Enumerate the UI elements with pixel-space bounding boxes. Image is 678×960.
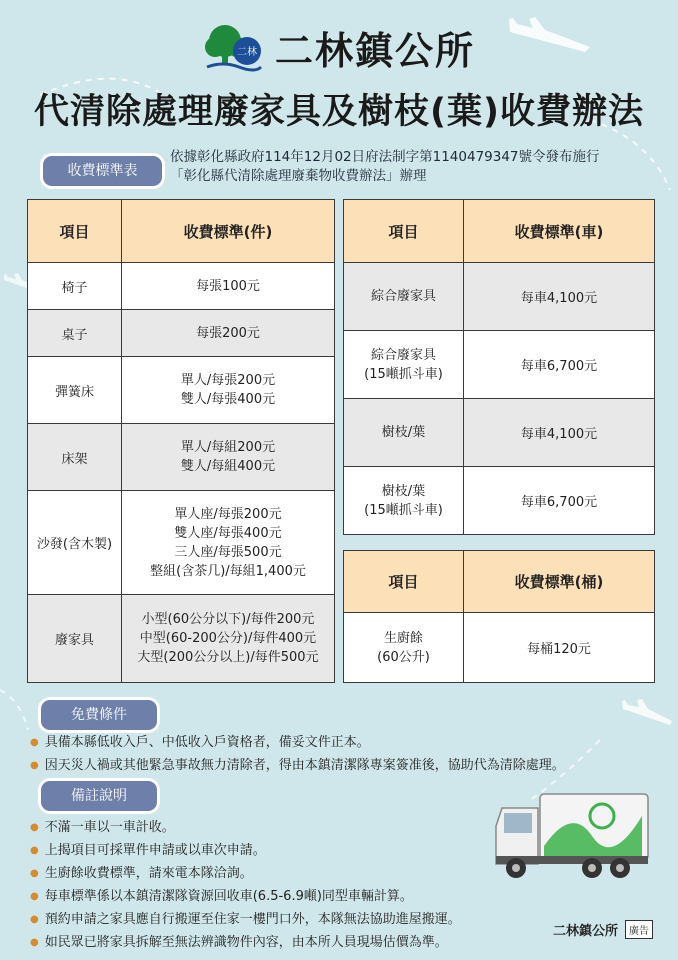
table-header-item: 項目: [344, 200, 464, 263]
list-item: ● 不滿一車以一車計收。: [30, 817, 461, 840]
row-item: 床架: [28, 424, 122, 491]
row-item: 彈簧床: [28, 357, 122, 424]
page-header: [0, 18, 678, 134]
fee-standard-tag: 收費標準表: [40, 153, 165, 189]
table-row: [28, 595, 335, 683]
table-row: [28, 357, 335, 424]
table-row: [344, 613, 655, 683]
list-item: ● 上揭項目可採單件申請或以車次申請。: [30, 840, 461, 863]
table-row: [28, 491, 335, 595]
row-fee: 每車4,100元: [464, 263, 655, 331]
fee-per-bin-table: [343, 550, 655, 683]
table-row: [344, 331, 655, 399]
row-item: 樹枝/葉 (15噸抓斗車): [344, 467, 464, 535]
row-item: 生廚餘 (60公升): [344, 613, 464, 683]
table-header-fee: 收費標準(桶): [464, 551, 655, 613]
table-row: [344, 263, 655, 331]
list-item: ● 具備本縣低收入戶、中低收入戶資格者，備妥文件正本。: [30, 732, 565, 755]
row-fee: 每車4,100元: [464, 399, 655, 467]
ad-badge: 廣告: [625, 920, 653, 939]
fee-per-item-table: [27, 199, 335, 683]
basis-line-1: 依據彰化縣政府114年12月02日府法制字第1140479347號令發布施行: [170, 149, 600, 165]
row-item: 樹枝/葉: [344, 399, 464, 467]
row-fee: 每車6,700元: [464, 331, 655, 399]
footer-org-name: 二林鎮公所: [553, 924, 619, 939]
logo-text: 二林: [236, 47, 257, 58]
table-row: [28, 310, 335, 357]
page-title: 代清除處理廢家具及樹枝(葉)收費辦法: [34, 92, 644, 132]
notes-list: [30, 817, 461, 955]
row-fee: 每桶120元: [464, 613, 655, 683]
fee-per-truck-table: [343, 199, 655, 535]
table-row: [344, 399, 655, 467]
row-fee: 每張100元: [122, 263, 335, 310]
row-item: 廢家具: [28, 595, 122, 683]
logo-row: [0, 18, 678, 76]
list-item: ● 生廚餘收費標準，請來電本隊洽詢。: [30, 863, 461, 886]
list-item: ● 每車標準係以本鎮清潔隊資源回收車(6.5-6.9噸)同型車輛計算。: [30, 886, 461, 909]
tree-logo-icon: [203, 21, 263, 73]
row-fee: 每車6,700元: [464, 467, 655, 535]
free-conditions-list: [30, 732, 565, 778]
row-item: 椅子: [28, 263, 122, 310]
row-fee: 單人/每張200元 雙人/每張400元: [122, 357, 335, 424]
table-row: [28, 263, 335, 310]
list-item: ● 預約申請之家具應自行搬運至住家一樓門口外，本隊無法協助進屋搬運。: [30, 909, 461, 932]
free-conditions-tag: 免費條件: [38, 697, 160, 733]
notes-tag: 備註說明: [38, 778, 160, 814]
row-item: 沙發(含木製): [28, 491, 122, 595]
table-header-item: 項目: [344, 551, 464, 613]
table-row: [344, 467, 655, 535]
table-header-fee: 收費標準(件): [122, 200, 335, 263]
regulation-basis: [170, 148, 600, 186]
row-fee: 小型(60公分以下)/每件200元 中型(60-200公分)/每件400元 大型(200公分以上)/每件500元: [122, 595, 335, 683]
garbage-truck-icon: [492, 786, 652, 886]
row-fee: 單人座/每張200元 雙人座/每張400元 三人座/每張500元 整組(含茶几)/每組1,400元: [122, 491, 335, 595]
airplane-icon-right: [620, 695, 675, 735]
list-item: ● 因天災人禍或其他緊急事故無力清除者，得由本鎮清潔隊專案簽准後，協助代為清除處理。: [30, 755, 565, 778]
table-header-item: 項目: [28, 200, 122, 263]
table-header-fee: 收費標準(車): [464, 200, 655, 263]
list-item: ● 如民眾已將家具拆解至無法辨識物件內容，由本所人員現場估價為準。: [30, 932, 461, 955]
row-item: 綜合廢家具: [344, 263, 464, 331]
row-item: 綜合廢家具 (15噸抓斗車): [344, 331, 464, 399]
org-name: 二林鎮公所: [274, 28, 475, 73]
row-fee: 單人/每組200元 雙人/每組400元: [122, 424, 335, 491]
row-fee: 每張200元: [122, 310, 335, 357]
basis-line-2: 「彰化縣代清除處理廢棄物收費辦法」辦理: [170, 168, 427, 184]
row-item: 桌子: [28, 310, 122, 357]
table-row: [28, 424, 335, 491]
